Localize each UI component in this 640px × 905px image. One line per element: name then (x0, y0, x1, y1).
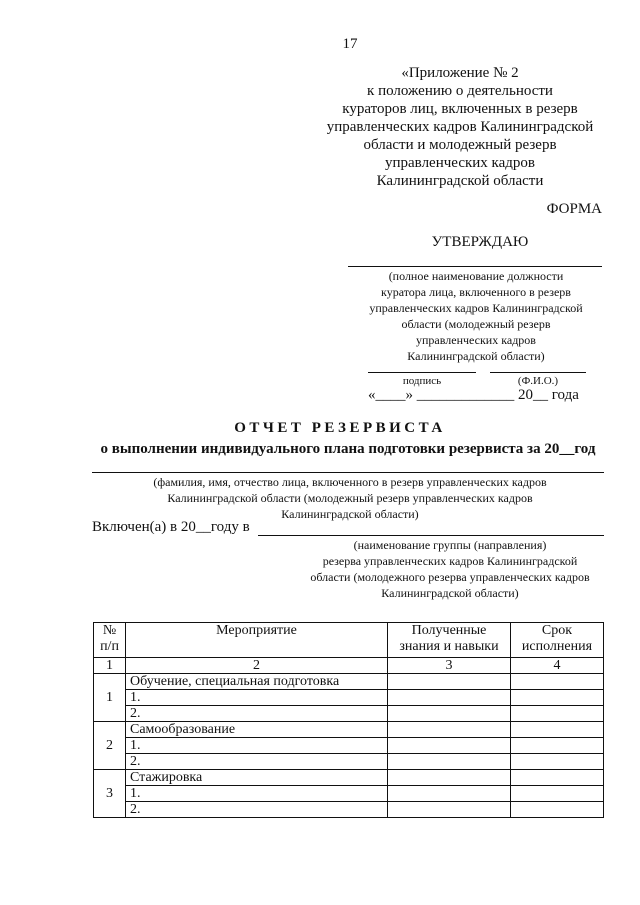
table-header-row (94, 623, 604, 658)
column-number: 1 (94, 658, 126, 674)
deadline-cell (511, 770, 604, 786)
column-number: 4 (511, 658, 604, 674)
table-row (94, 690, 604, 706)
item-cell: 1. (126, 738, 388, 754)
caption-line: области (молодежного резерва управленческих кадров (310, 570, 590, 584)
name-caption: (Ф.И.О.) (517, 375, 559, 387)
caption-line: резерва управленческих кадров Калининградской (322, 554, 578, 568)
approval-date: «____» _____________ 20__ года (368, 387, 579, 403)
appendix-header (300, 64, 620, 190)
caption-line: управленческих кадров Калининградской (369, 301, 583, 315)
caption-line: Калининградской области) (381, 586, 519, 600)
header-num: № п/п (94, 623, 126, 658)
signature-caption: подпись (402, 375, 442, 387)
table-row (94, 770, 604, 786)
table-row (94, 674, 604, 690)
knowledge-cell (388, 786, 511, 802)
plan-table (93, 622, 604, 818)
appendix-line: кураторов лиц, включенных в резерв (342, 101, 578, 117)
table-row (94, 786, 604, 802)
curator-position-line (348, 266, 602, 267)
column-number: 2 (126, 658, 388, 674)
knowledge-cell (388, 802, 511, 818)
item-cell: 2. (126, 802, 388, 818)
appendix-line: к положению о деятельности (367, 83, 553, 99)
table-row (94, 738, 604, 754)
caption-line: управленческих кадров (416, 333, 536, 347)
deadline-cell (511, 674, 604, 690)
knowledge-cell (388, 674, 511, 690)
section-title: Стажировка (126, 770, 388, 786)
deadline-cell (511, 754, 604, 770)
item-cell: 1. (126, 690, 388, 706)
appendix-line: области и молодежный резерв (363, 137, 557, 153)
person-caption (120, 474, 580, 522)
curator-position-caption (348, 268, 604, 364)
knowledge-cell (388, 690, 511, 706)
section-number: 1 (94, 674, 126, 722)
appendix-line: Калининградской области (376, 173, 544, 189)
table-row (94, 722, 604, 738)
item-cell: 2. (126, 754, 388, 770)
header-deadline: Срок исполнения (511, 623, 604, 658)
report-title: ОТЧЕТ РЕЗЕРВИСТА (234, 420, 446, 436)
header-event: Мероприятие (126, 623, 388, 658)
section-number: 3 (94, 770, 126, 818)
knowledge-cell (388, 738, 511, 754)
appendix-line: управленческих кадров (385, 155, 535, 171)
knowledge-cell (388, 770, 511, 786)
caption-line: Калининградской области) (407, 349, 545, 363)
report-subtitle: о выполнении индивидуального плана подготовки резервиста за 20__год (100, 441, 596, 457)
appendix-line: «Приложение № 2 (401, 65, 519, 81)
group-caption (290, 537, 610, 601)
knowledge-cell (388, 754, 511, 770)
header-knowledge: Полученные знания и навыки (388, 623, 511, 658)
approve-label: УТВЕРЖДАЮ (431, 234, 529, 250)
caption-line: области (молодежный резерв (401, 317, 551, 331)
table-row (94, 754, 604, 770)
caption-line: (полное наименование должности (388, 269, 564, 283)
page-number: 17 (342, 36, 358, 52)
deadline-cell (511, 738, 604, 754)
section-title: Самообразование (126, 722, 388, 738)
appendix-line: управленческих кадров Калининградской (326, 119, 594, 135)
table-row (94, 802, 604, 818)
deadline-cell (511, 786, 604, 802)
table-row (94, 706, 604, 722)
deadline-cell (511, 802, 604, 818)
knowledge-cell (388, 706, 511, 722)
section-number: 2 (94, 722, 126, 770)
column-number-row (94, 658, 604, 674)
caption-line: куратора лица, включенного в резерв (381, 285, 571, 299)
column-number: 3 (388, 658, 511, 674)
caption-line: Калининградской области (молодежный резерв управленческих кадров (167, 491, 533, 505)
deadline-cell (511, 690, 604, 706)
section-title: Обучение, специальная подготовка (126, 674, 388, 690)
form-label: ФОРМА (546, 201, 602, 217)
knowledge-cell (388, 722, 511, 738)
included-label: Включен(а) в 20__году в (92, 519, 250, 535)
caption-line: (фамилия, имя, отчество лица, включенного в резерв управленческих кадров (153, 475, 547, 489)
caption-line: Калининградской области) (281, 507, 419, 521)
caption-line: (наименование группы (направления) (353, 538, 547, 552)
signature-line (368, 372, 476, 373)
name-line (490, 372, 586, 373)
deadline-cell (511, 706, 604, 722)
person-name-line (92, 472, 604, 473)
item-cell: 1. (126, 786, 388, 802)
item-cell: 2. (126, 706, 388, 722)
group-line (258, 535, 604, 536)
deadline-cell (511, 722, 604, 738)
